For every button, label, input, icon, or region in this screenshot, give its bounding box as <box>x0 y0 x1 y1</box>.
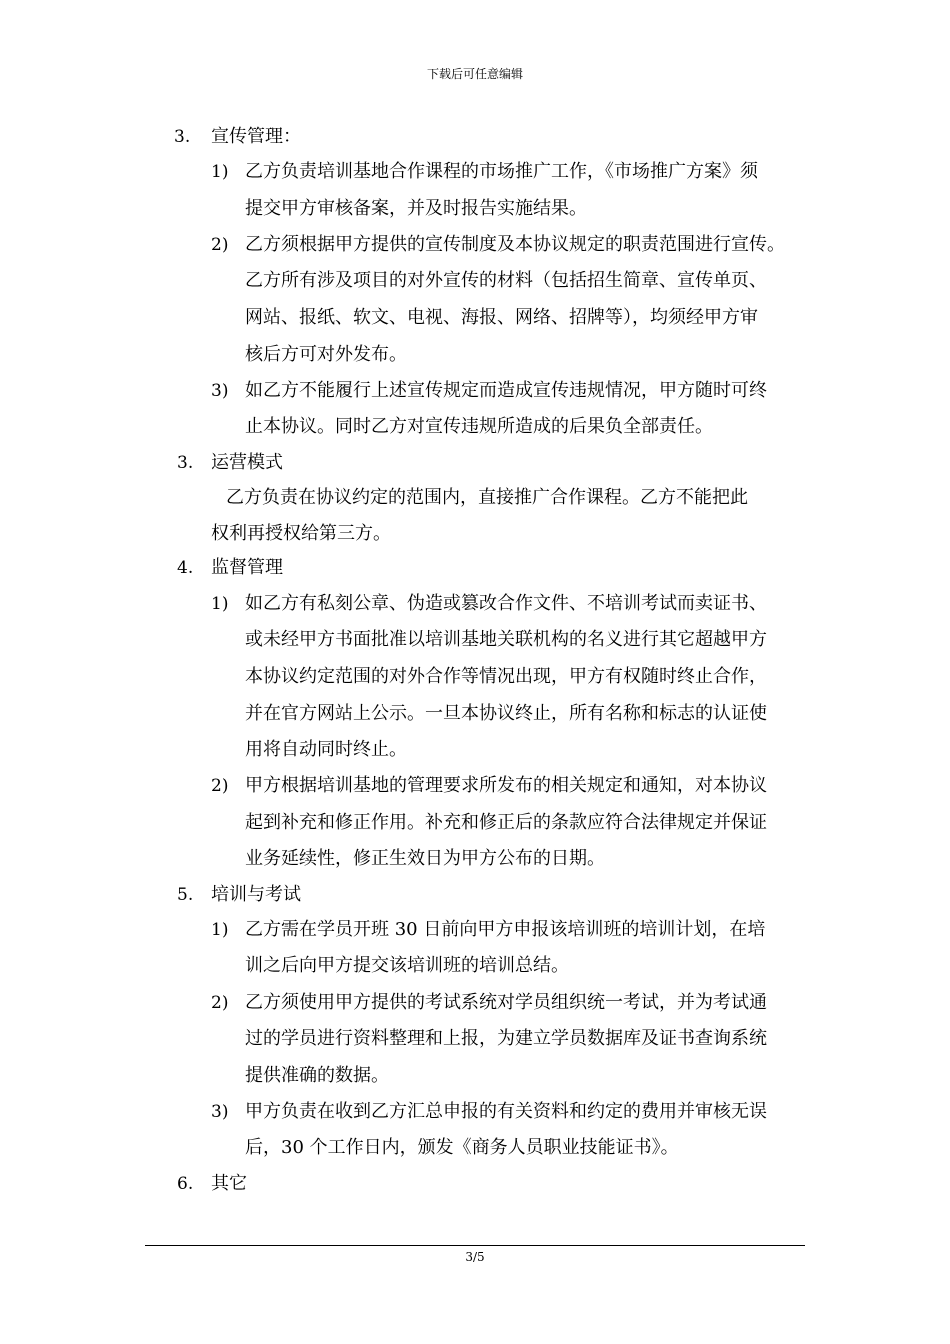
item-number: 2) <box>211 993 229 1013</box>
footer-divider <box>145 1245 805 1246</box>
item-line: 用将自动同时终止。 <box>245 739 407 760</box>
item-line: 或未经甲方书面批准以培训基地关联机构的名义进行其它超越甲方 <box>245 629 767 650</box>
item-line: 乙方须根据甲方提供的宣传制度及本协议规定的职责范围进行宣传。 <box>245 234 785 255</box>
item-line: 网站、报纸、软文、电视、海报、网络、招牌等），均须经甲方审 <box>245 307 758 328</box>
item-number: 2) <box>211 235 229 255</box>
item-line: 训之后向甲方提交该培训班的培训总结。 <box>245 955 569 976</box>
paragraph-line: 乙方负责在协议约定的范围内，直接推广合作课程。乙方不能把此 <box>226 487 748 508</box>
item-line: 乙方须使用甲方提供的考试系统对学员组织统一考试，并为考试通 <box>245 992 767 1013</box>
item-number: 3) <box>211 1102 229 1122</box>
item-number: 1) <box>211 162 229 182</box>
item-line: 止本协议。同时乙方对宣传违规所造成的后果负全部责任。 <box>245 416 713 437</box>
page-number: 3/5 <box>465 1250 485 1264</box>
section-title: 培训与考试 <box>211 884 301 905</box>
item-line: 甲方根据培训基地的管理要求所发布的相关规定和通知，对本协议 <box>245 775 767 796</box>
section-title: 监督管理 <box>211 557 283 578</box>
page-header: 下载后可任意编辑 <box>426 67 523 81</box>
item-number: 1) <box>211 920 229 940</box>
item-line: 过的学员进行资料整理和上报，为建立学员数据库及证书查询系统 <box>245 1028 767 1049</box>
item-line: 起到补充和修正作用。补充和修正后的条款应符合法律规定并保证 <box>245 812 767 833</box>
item-line: 提交甲方审核备案，并及时报告实施结果。 <box>245 198 587 219</box>
item-line: 甲方负责在收到乙方汇总申报的有关资料和约定的费用并审核无误 <box>245 1101 767 1122</box>
section-number: 3. <box>174 127 191 147</box>
item-line: 并在官方网站上公示。一旦本协议终止，所有名称和标志的认证使 <box>245 703 767 724</box>
section-number: 4. <box>177 558 194 578</box>
section-title: 运营模式 <box>211 452 283 473</box>
item-line: 乙方需在学员开班 30 日前向甲方申报该培训班的培训计划，在培 <box>245 919 766 940</box>
section-title: 其它 <box>211 1173 247 1194</box>
paragraph-line: 权利再授权给第三方。 <box>211 523 391 544</box>
item-line: 核后方可对外发布。 <box>245 344 407 365</box>
item-number: 2) <box>211 776 229 796</box>
section-number: 5. <box>177 885 194 905</box>
item-line: 本协议约定范围的对外合作等情况出现，甲方有权随时终止合作， <box>245 666 767 687</box>
section-number: 3. <box>177 453 194 473</box>
item-line: 乙方负责培训基地合作课程的市场推广工作，《市场推广方案》须 <box>245 161 758 182</box>
item-number: 3) <box>211 381 229 401</box>
item-line: 后，30 个工作日内，颁发《商务人员职业技能证书》。 <box>245 1137 679 1158</box>
item-line: 提供准确的数据。 <box>245 1065 389 1086</box>
item-line: 如乙方不能履行上述宣传规定而造成宣传违规情况，甲方随时可终 <box>245 380 767 401</box>
item-line: 如乙方有私刻公章、伪造或篡改合作文件、不培训考试而卖证书、 <box>245 593 767 614</box>
item-number: 1) <box>211 594 229 614</box>
section-number: 6. <box>177 1174 194 1194</box>
section-title: 宣传管理： <box>211 126 301 147</box>
item-line: 乙方所有涉及项目的对外宣传的材料（包括招生简章、宣传单页、 <box>245 270 767 291</box>
item-line: 业务延续性，修正生效日为甲方公布的日期。 <box>245 848 605 869</box>
